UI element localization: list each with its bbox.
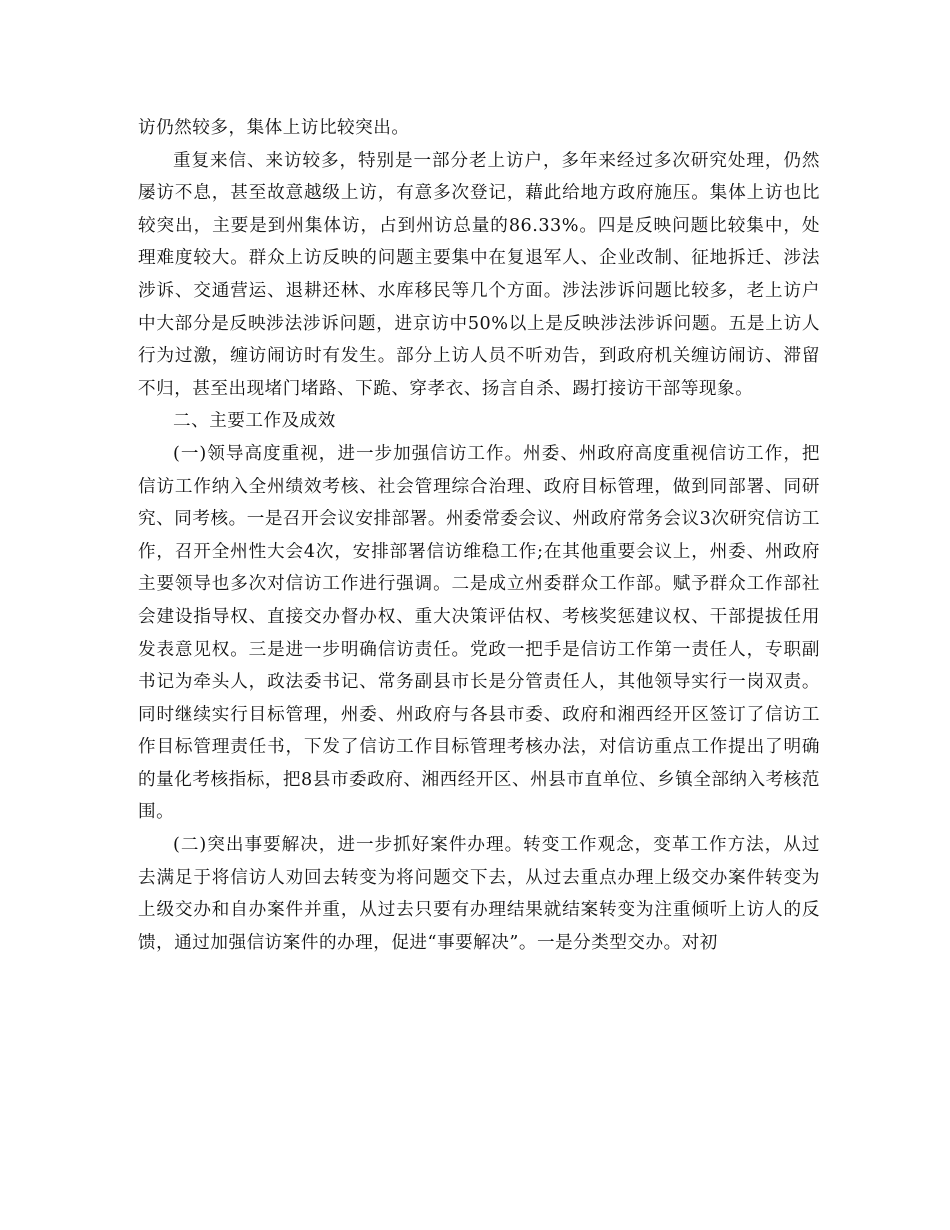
document-body (138, 112, 820, 959)
section-heading-main-work: 二、主要工作及成效 (173, 411, 336, 432)
paragraph-leadership: (一)领导高度重视，进一步加强信访工作。州委、州政府高度重视信访工作，把信访工作纳入全州绩效考核、社会管理综合治理、政府目标管理，做到同部署、同研究、同考核。一是召开会议安排部署。州委常委会议、州政府常务会议3次研究信访工作，召开全州性大会4次，安排部署信访维稳工作;在其他重要会议上，州委、州政府主要领导也多次对信访工作进行强调。二是成立州委群众工作部。赋予群众工作部社会建设指导权、直接交办督办权、重大决策评估权、考核奖惩建议权、干部提拔任用发表意见权。三是进一步明确信访责任。党政一把手是信访工作第一责任人，专职副书记为牵头人，政法委书记、常务副县市长是分管责任人，其他领导实行一岗双责。同时继续实行目标管理，州委、州政府与各县市委、政府和湘西经开区签订了信访工作目标管理责任书，下发了信访工作目标管理考核办法，对信访重点工作提出了明确的量化考核指标，把8县市委政府、湘西经开区、州县市直单位、乡镇全部纳入考核范围。 (138, 443, 820, 823)
paragraph-repeat-visits: 重复来信、来访较多，特别是一部分老上访户，多年来经过多次研究处理，仍然屡访不息，甚至故意越级上访，有意多次登记，藉此给地方政府施压。集体上访也比较突出，主要是到州集体访，占到州访总量的86.33%。四是反映问题比较集中，处理难度较大。群众上访反映的问题主要集中在复退军人、企业改制、征地拆迁、涉法涉诉、交通营运、退耕还林、水库移民等几个方面。涉法涉诉问题比较多，老上访户中大部分是反映涉法涉诉问题，进京访中50%以上是反映涉法涉诉问题。五是上访人行为过激，缠访闹访时有发生。部分上访人员不听劝告，到政府机关缠访闹访、滞留不归，甚至出现堵门堵路、下跪、穿孝衣、扬言自杀、踢打接访干部等现象。 (138, 150, 820, 399)
paragraph-case-handling: (二)突出事要解决，进一步抓好案件办理。转变工作观念，变革工作方法，从过去满足于将信访人劝回去转变为将问题交下去，从过去重点办理上级交办案件转变为上级交办和自办案件并重，从过去只要有办理结果就结案转变为注重倾听上访人的反馈，通过加强信访案件的办理，促进“事要解决”。一是分类型交办。对初 (138, 835, 820, 953)
paragraph-continuation: 访仍然较多，集体上访比较突出。 (138, 118, 410, 138)
